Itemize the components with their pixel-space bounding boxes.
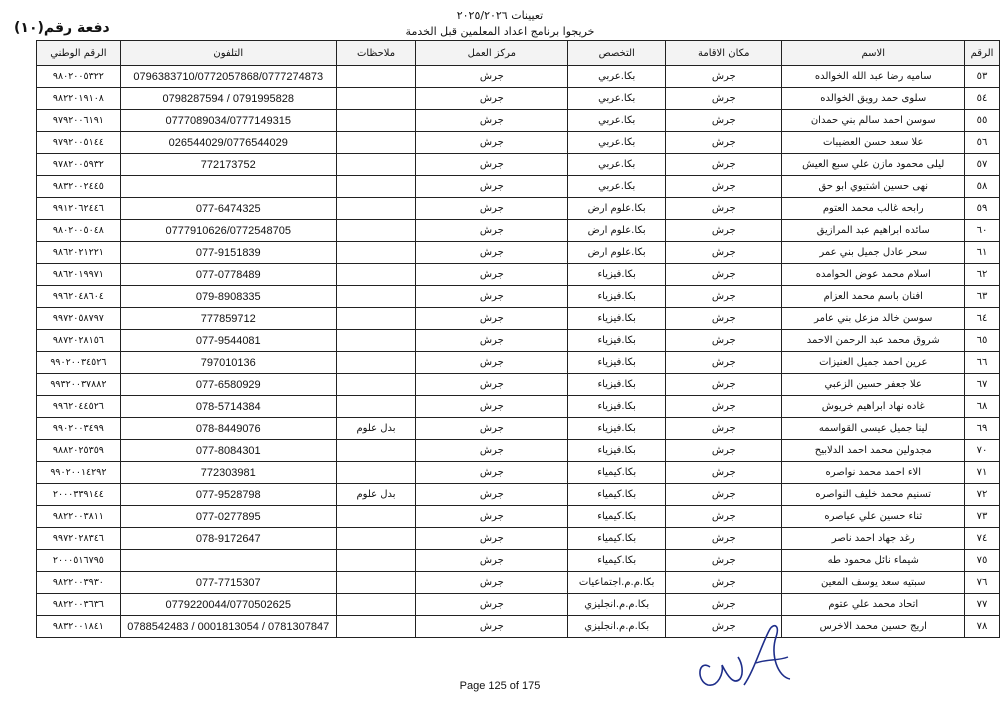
cell-national-id: ٩٩٧٢٠٥٨٧٩٧ xyxy=(37,308,121,330)
cell-national-id: ٩٩٠٢٠٠١٤٢٩٢ xyxy=(37,462,121,484)
cell-phone: 077-6580929 xyxy=(120,374,336,396)
cell-name: ليلى محمود مازن علي سبع العيش xyxy=(782,154,965,176)
cell-notes xyxy=(336,572,416,594)
cell-num: ٦١ xyxy=(965,242,1000,264)
cell-name: غاده نهاد ابراهيم خريوش xyxy=(782,396,965,418)
table-row xyxy=(37,330,1000,352)
cell-phone: 0777910626/0772548705 xyxy=(120,220,336,242)
cell-notes xyxy=(336,330,416,352)
col-header-workplace: مركز العمل xyxy=(416,41,568,66)
cell-national-id: ٩٩٣٢٠٠٣٧٨٨٢ xyxy=(37,374,121,396)
cell-phone: 078-8449076 xyxy=(120,418,336,440)
cell-num: ٥٣ xyxy=(965,66,1000,88)
cell-national-id: ٩٨٧٢٠٢٨١٥٦ xyxy=(37,330,121,352)
cell-specialty: بكا.فيزياء xyxy=(568,264,666,286)
table-row xyxy=(37,506,1000,528)
table-row xyxy=(37,462,1000,484)
cell-national-id: ٩٩٠٢٠٠٣٤٥٢٦ xyxy=(37,352,121,374)
table-row xyxy=(37,616,1000,638)
col-header-residence: مكان الاقامة xyxy=(666,41,782,66)
cell-phone: 0779220044/0770502625 xyxy=(120,594,336,616)
cell-phone: 777859712 xyxy=(120,308,336,330)
cell-residence: جرش xyxy=(666,484,782,506)
cell-notes xyxy=(336,198,416,220)
cell-name: علا سعد حسن العضيبات xyxy=(782,132,965,154)
cell-residence: جرش xyxy=(666,462,782,484)
cell-num: ٧١ xyxy=(965,462,1000,484)
cell-residence: جرش xyxy=(666,242,782,264)
cell-num: ٥٥ xyxy=(965,110,1000,132)
cell-num: ٧٤ xyxy=(965,528,1000,550)
cell-workplace: جرش xyxy=(416,264,568,286)
cell-residence: جرش xyxy=(666,330,782,352)
cell-national-id: ٩٨٢٢٠٠٣٦٣٦ xyxy=(37,594,121,616)
cell-num: ٦٦ xyxy=(965,352,1000,374)
cell-workplace: جرش xyxy=(416,594,568,616)
cell-notes xyxy=(336,440,416,462)
cell-national-id: ٢٠٠٠٣٣٩١٤٤ xyxy=(37,484,121,506)
cell-residence: جرش xyxy=(666,154,782,176)
cell-phone: 026544029/0776544029 xyxy=(120,132,336,154)
cell-notes xyxy=(336,242,416,264)
cell-name: تسنيم محمد خليف النواصره xyxy=(782,484,965,506)
cell-name: ثناء حسين علي عياصره xyxy=(782,506,965,528)
batch-number: دفعة رقم(١٠) xyxy=(14,20,110,36)
cell-workplace: جرش xyxy=(416,550,568,572)
cell-phone: 0777089034/0777149315 xyxy=(120,110,336,132)
col-header-phone: التلفون xyxy=(120,41,336,66)
cell-workplace: جرش xyxy=(416,110,568,132)
cell-name: نهى حسين اشتيوي ابو حق xyxy=(782,176,965,198)
cell-phone: 077-8084301 xyxy=(120,440,336,462)
header-title: تعيينات ٢٠٢٥/٢٠٢٦ xyxy=(456,9,544,22)
cell-phone: 077-6474325 xyxy=(120,198,336,220)
cell-national-id: ٩٩١٢٠٦٢٤٤٦ xyxy=(37,198,121,220)
table-row xyxy=(37,594,1000,616)
cell-num: ٦٩ xyxy=(965,418,1000,440)
appointments-table xyxy=(36,40,1000,638)
cell-residence: جرش xyxy=(666,198,782,220)
cell-notes xyxy=(336,374,416,396)
cell-phone: 077-9544081 xyxy=(120,330,336,352)
cell-specialty: بكا.فيزياء xyxy=(568,352,666,374)
table-header-row xyxy=(37,41,1000,66)
cell-notes xyxy=(336,220,416,242)
cell-notes xyxy=(336,462,416,484)
table-row xyxy=(37,176,1000,198)
cell-name: سبتيه سعد يوسف المعين xyxy=(782,572,965,594)
cell-notes xyxy=(336,616,416,638)
cell-national-id: ٩٧٨٢٠٠٥٩٣٢ xyxy=(37,154,121,176)
table-row xyxy=(37,550,1000,572)
cell-phone: 0781307847 / 0001813054 / 0788542483 xyxy=(120,616,336,638)
cell-workplace: جرش xyxy=(416,154,568,176)
cell-workplace: جرش xyxy=(416,374,568,396)
cell-specialty: بكا.كيمياء xyxy=(568,550,666,572)
cell-residence: جرش xyxy=(666,286,782,308)
table-row xyxy=(37,396,1000,418)
cell-name: اريج حسين محمد الاخرس xyxy=(782,616,965,638)
cell-name: شروق محمد عبد الرحمن الاحمد xyxy=(782,330,965,352)
cell-workplace: جرش xyxy=(416,308,568,330)
col-header-num: الرقم xyxy=(965,41,1000,66)
cell-name: اتحاد محمد علي عتوم xyxy=(782,594,965,616)
cell-specialty: بكا.فيزياء xyxy=(568,286,666,308)
cell-specialty: بكا.علوم ارض xyxy=(568,242,666,264)
cell-name: رغد جهاد احمد ناصر xyxy=(782,528,965,550)
cell-workplace: جرش xyxy=(416,132,568,154)
cell-num: ٦٣ xyxy=(965,286,1000,308)
cell-workplace: جرش xyxy=(416,440,568,462)
cell-specialty: بكا.فيزياء xyxy=(568,308,666,330)
cell-phone: 0796383710/0772057868/0777274873 xyxy=(120,66,336,88)
cell-workplace: جرش xyxy=(416,528,568,550)
cell-num: ٦٤ xyxy=(965,308,1000,330)
cell-num: ٦٨ xyxy=(965,396,1000,418)
cell-specialty: بكا.علوم ارض xyxy=(568,220,666,242)
cell-num: ٥٤ xyxy=(965,88,1000,110)
cell-num: ٦٧ xyxy=(965,374,1000,396)
cell-specialty: بكا.فيزياء xyxy=(568,396,666,418)
cell-num: ٥٧ xyxy=(965,154,1000,176)
cell-name: الاء احمد محمد نواصره xyxy=(782,462,965,484)
cell-notes xyxy=(336,264,416,286)
cell-num: ٥٨ xyxy=(965,176,1000,198)
table-row xyxy=(37,264,1000,286)
cell-national-id: ٩٨٨٢٠٢٥٣٥٩ xyxy=(37,440,121,462)
cell-workplace: جرش xyxy=(416,66,568,88)
cell-num: ٧٦ xyxy=(965,572,1000,594)
page-number: Page 125 of 175 xyxy=(459,680,541,692)
cell-national-id: ٩٨٣٢٠٠١٨٤١ xyxy=(37,616,121,638)
cell-notes xyxy=(336,594,416,616)
cell-national-id: ٩٨٠٢٠٠٥٣٢٢ xyxy=(37,66,121,88)
cell-workplace: جرش xyxy=(416,462,568,484)
cell-residence: جرش xyxy=(666,550,782,572)
cell-national-id: ٩٨٢٢٠٠٣٨١١ xyxy=(37,506,121,528)
cell-workplace: جرش xyxy=(416,572,568,594)
cell-workplace: جرش xyxy=(416,220,568,242)
cell-residence: جرش xyxy=(666,418,782,440)
cell-phone xyxy=(120,550,336,572)
table-row xyxy=(37,154,1000,176)
cell-name: لينا جميل عيسى القواسمه xyxy=(782,418,965,440)
cell-national-id: ٩٩٧٢٠٢٨٣٤٦ xyxy=(37,528,121,550)
table-row xyxy=(37,66,1000,88)
cell-name: رابحه غالب محمد العتوم xyxy=(782,198,965,220)
cell-notes xyxy=(336,352,416,374)
cell-national-id: ٩٧٩٢٠٠٥١٤٤ xyxy=(37,132,121,154)
cell-national-id: ٩٨٢٢٠٠٣٩٣٠ xyxy=(37,572,121,594)
table-row xyxy=(37,110,1000,132)
cell-notes xyxy=(336,396,416,418)
cell-specialty: بكا.م.م.انجليزي xyxy=(568,616,666,638)
cell-phone: 077-9528798 xyxy=(120,484,336,506)
table-row xyxy=(37,88,1000,110)
cell-num: ٧٥ xyxy=(965,550,1000,572)
cell-residence: جرش xyxy=(666,110,782,132)
cell-national-id: ٩٩٠٢٠٠٣٤٩٩ xyxy=(37,418,121,440)
handwritten-signature xyxy=(688,615,798,695)
cell-workplace: جرش xyxy=(416,418,568,440)
cell-specialty: بكا.عربي xyxy=(568,132,666,154)
table-row xyxy=(37,352,1000,374)
cell-notes xyxy=(336,506,416,528)
cell-workplace: جرش xyxy=(416,506,568,528)
cell-workplace: جرش xyxy=(416,484,568,506)
cell-specialty: بكا.عربي xyxy=(568,88,666,110)
cell-specialty: بكا.فيزياء xyxy=(568,440,666,462)
cell-name: علا جعفر حسين الزعبي xyxy=(782,374,965,396)
cell-residence: جرش xyxy=(666,88,782,110)
table-row xyxy=(37,528,1000,550)
cell-notes xyxy=(336,154,416,176)
cell-num: ٥٦ xyxy=(965,132,1000,154)
table-row xyxy=(37,132,1000,154)
cell-notes xyxy=(336,110,416,132)
cell-name: مجدولين محمد احمد الدلابيح xyxy=(782,440,965,462)
cell-national-id: ٩٨٢٢٠١٩١٠٨ xyxy=(37,88,121,110)
cell-specialty: بكا.فيزياء xyxy=(568,374,666,396)
table-row xyxy=(37,484,1000,506)
cell-workplace: جرش xyxy=(416,176,568,198)
cell-name: افنان باسم محمد العزام xyxy=(782,286,965,308)
cell-residence: جرش xyxy=(666,264,782,286)
cell-num: ٧٢ xyxy=(965,484,1000,506)
cell-name: سلوى حمد رويق الخوالده xyxy=(782,88,965,110)
cell-national-id: ٩٨٦٢٠٢١٢٢١ xyxy=(37,242,121,264)
cell-national-id: ٩٨٠٢٠٠٥٠٤٨ xyxy=(37,220,121,242)
col-header-specialty: التخصص xyxy=(568,41,666,66)
cell-specialty: بكا.عربي xyxy=(568,110,666,132)
cell-specialty: بكا.عربي xyxy=(568,66,666,88)
cell-specialty: بكا.م.م.اجتماعيات xyxy=(568,572,666,594)
cell-name: سوسن خالد مزعل بني عامر xyxy=(782,308,965,330)
cell-name: سحر عادل جميل بني عمر xyxy=(782,242,965,264)
cell-specialty: بكا.كيمياء xyxy=(568,506,666,528)
cell-specialty: بكا.م.م.انجليزي xyxy=(568,594,666,616)
cell-residence: جرش xyxy=(666,572,782,594)
cell-phone: 772173752 xyxy=(120,154,336,176)
cell-phone: 077-7715307 xyxy=(120,572,336,594)
cell-national-id: ٩٨٣٢٠٠٢٤٤٥ xyxy=(37,176,121,198)
cell-name: سوسن احمد سالم بني حمدان xyxy=(782,110,965,132)
table-row xyxy=(37,242,1000,264)
cell-phone: 078-5714384 xyxy=(120,396,336,418)
table-row xyxy=(37,308,1000,330)
cell-phone: 078-9172647 xyxy=(120,528,336,550)
cell-national-id: ٩٨٦٢٠١٩٩٧١ xyxy=(37,264,121,286)
cell-name: عرين احمد جميل العنيزات xyxy=(782,352,965,374)
cell-workplace: جرش xyxy=(416,198,568,220)
table-row xyxy=(37,198,1000,220)
cell-phone: 079-8908335 xyxy=(120,286,336,308)
cell-num: ٧٨ xyxy=(965,616,1000,638)
cell-residence: جرش xyxy=(666,440,782,462)
cell-num: ٥٩ xyxy=(965,198,1000,220)
cell-residence: جرش xyxy=(666,66,782,88)
cell-specialty: بكا.فيزياء xyxy=(568,330,666,352)
cell-workplace: جرش xyxy=(416,88,568,110)
table-row xyxy=(37,440,1000,462)
cell-residence: جرش xyxy=(666,616,782,638)
cell-workplace: جرش xyxy=(416,330,568,352)
table-row xyxy=(37,418,1000,440)
cell-num: ٧٧ xyxy=(965,594,1000,616)
cell-workplace: جرش xyxy=(416,286,568,308)
cell-workplace: جرش xyxy=(416,396,568,418)
cell-national-id: ٩٩٦٢٠٤٤٥٢٦ xyxy=(37,396,121,418)
cell-name: سائده ابراهيم عبد المرازيق xyxy=(782,220,965,242)
cell-workplace: جرش xyxy=(416,352,568,374)
cell-phone: 077-9151839 xyxy=(120,242,336,264)
cell-workplace: جرش xyxy=(416,616,568,638)
table-row xyxy=(37,374,1000,396)
table-row xyxy=(37,572,1000,594)
cell-residence: جرش xyxy=(666,308,782,330)
col-header-national-id: الرقم الوطني xyxy=(37,41,121,66)
cell-specialty: بكا.علوم ارض xyxy=(568,198,666,220)
cell-specialty: بكا.فيزياء xyxy=(568,418,666,440)
cell-num: ٧٠ xyxy=(965,440,1000,462)
cell-notes xyxy=(336,132,416,154)
cell-name: شيماء نائل محمود طه xyxy=(782,550,965,572)
cell-num: ٧٣ xyxy=(965,506,1000,528)
col-header-name: الاسم xyxy=(782,41,965,66)
cell-residence: جرش xyxy=(666,352,782,374)
cell-num: ٦٢ xyxy=(965,264,1000,286)
cell-notes xyxy=(336,66,416,88)
cell-phone: 077-0778489 xyxy=(120,264,336,286)
cell-national-id: ٩٧٩٢٠٠٦١٩١ xyxy=(37,110,121,132)
cell-specialty: بكا.عربي xyxy=(568,154,666,176)
cell-specialty: بكا.كيمياء xyxy=(568,484,666,506)
cell-residence: جرش xyxy=(666,506,782,528)
cell-phone xyxy=(120,176,336,198)
cell-residence: جرش xyxy=(666,528,782,550)
cell-residence: جرش xyxy=(666,594,782,616)
cell-notes xyxy=(336,286,416,308)
cell-specialty: بكا.كيمياء xyxy=(568,462,666,484)
cell-national-id: ٢٠٠٠٥١٦٧٩٥ xyxy=(37,550,121,572)
cell-residence: جرش xyxy=(666,396,782,418)
col-header-notes: ملاحظات xyxy=(336,41,416,66)
cell-phone: 0791995828 / 0798287594 xyxy=(120,88,336,110)
cell-notes xyxy=(336,176,416,198)
table-row xyxy=(37,220,1000,242)
cell-notes: بدل علوم xyxy=(336,418,416,440)
cell-national-id: ٩٩٦٢٠٤٨٦٠٤ xyxy=(37,286,121,308)
cell-residence: جرش xyxy=(666,176,782,198)
cell-phone: 077-0277895 xyxy=(120,506,336,528)
header-subtitle: خريجوا برنامج اعداد المعلمين قبل الخدمة xyxy=(405,25,595,38)
cell-notes xyxy=(336,550,416,572)
cell-num: ٦٥ xyxy=(965,330,1000,352)
cell-name: ساميه رضا عبد الله الخوالده xyxy=(782,66,965,88)
cell-notes xyxy=(336,308,416,330)
cell-num: ٦٠ xyxy=(965,220,1000,242)
cell-specialty: بكا.كيمياء xyxy=(568,528,666,550)
cell-phone: 797010136 xyxy=(120,352,336,374)
cell-specialty: بكا.عربي xyxy=(568,176,666,198)
cell-notes xyxy=(336,528,416,550)
cell-phone: 772303981 xyxy=(120,462,336,484)
cell-residence: جرش xyxy=(666,374,782,396)
cell-name: اسلام محمد عوض الحوامده xyxy=(782,264,965,286)
cell-notes xyxy=(336,88,416,110)
cell-residence: جرش xyxy=(666,132,782,154)
cell-notes: بدل علوم xyxy=(336,484,416,506)
cell-workplace: جرش xyxy=(416,242,568,264)
table-row xyxy=(37,286,1000,308)
cell-residence: جرش xyxy=(666,220,782,242)
